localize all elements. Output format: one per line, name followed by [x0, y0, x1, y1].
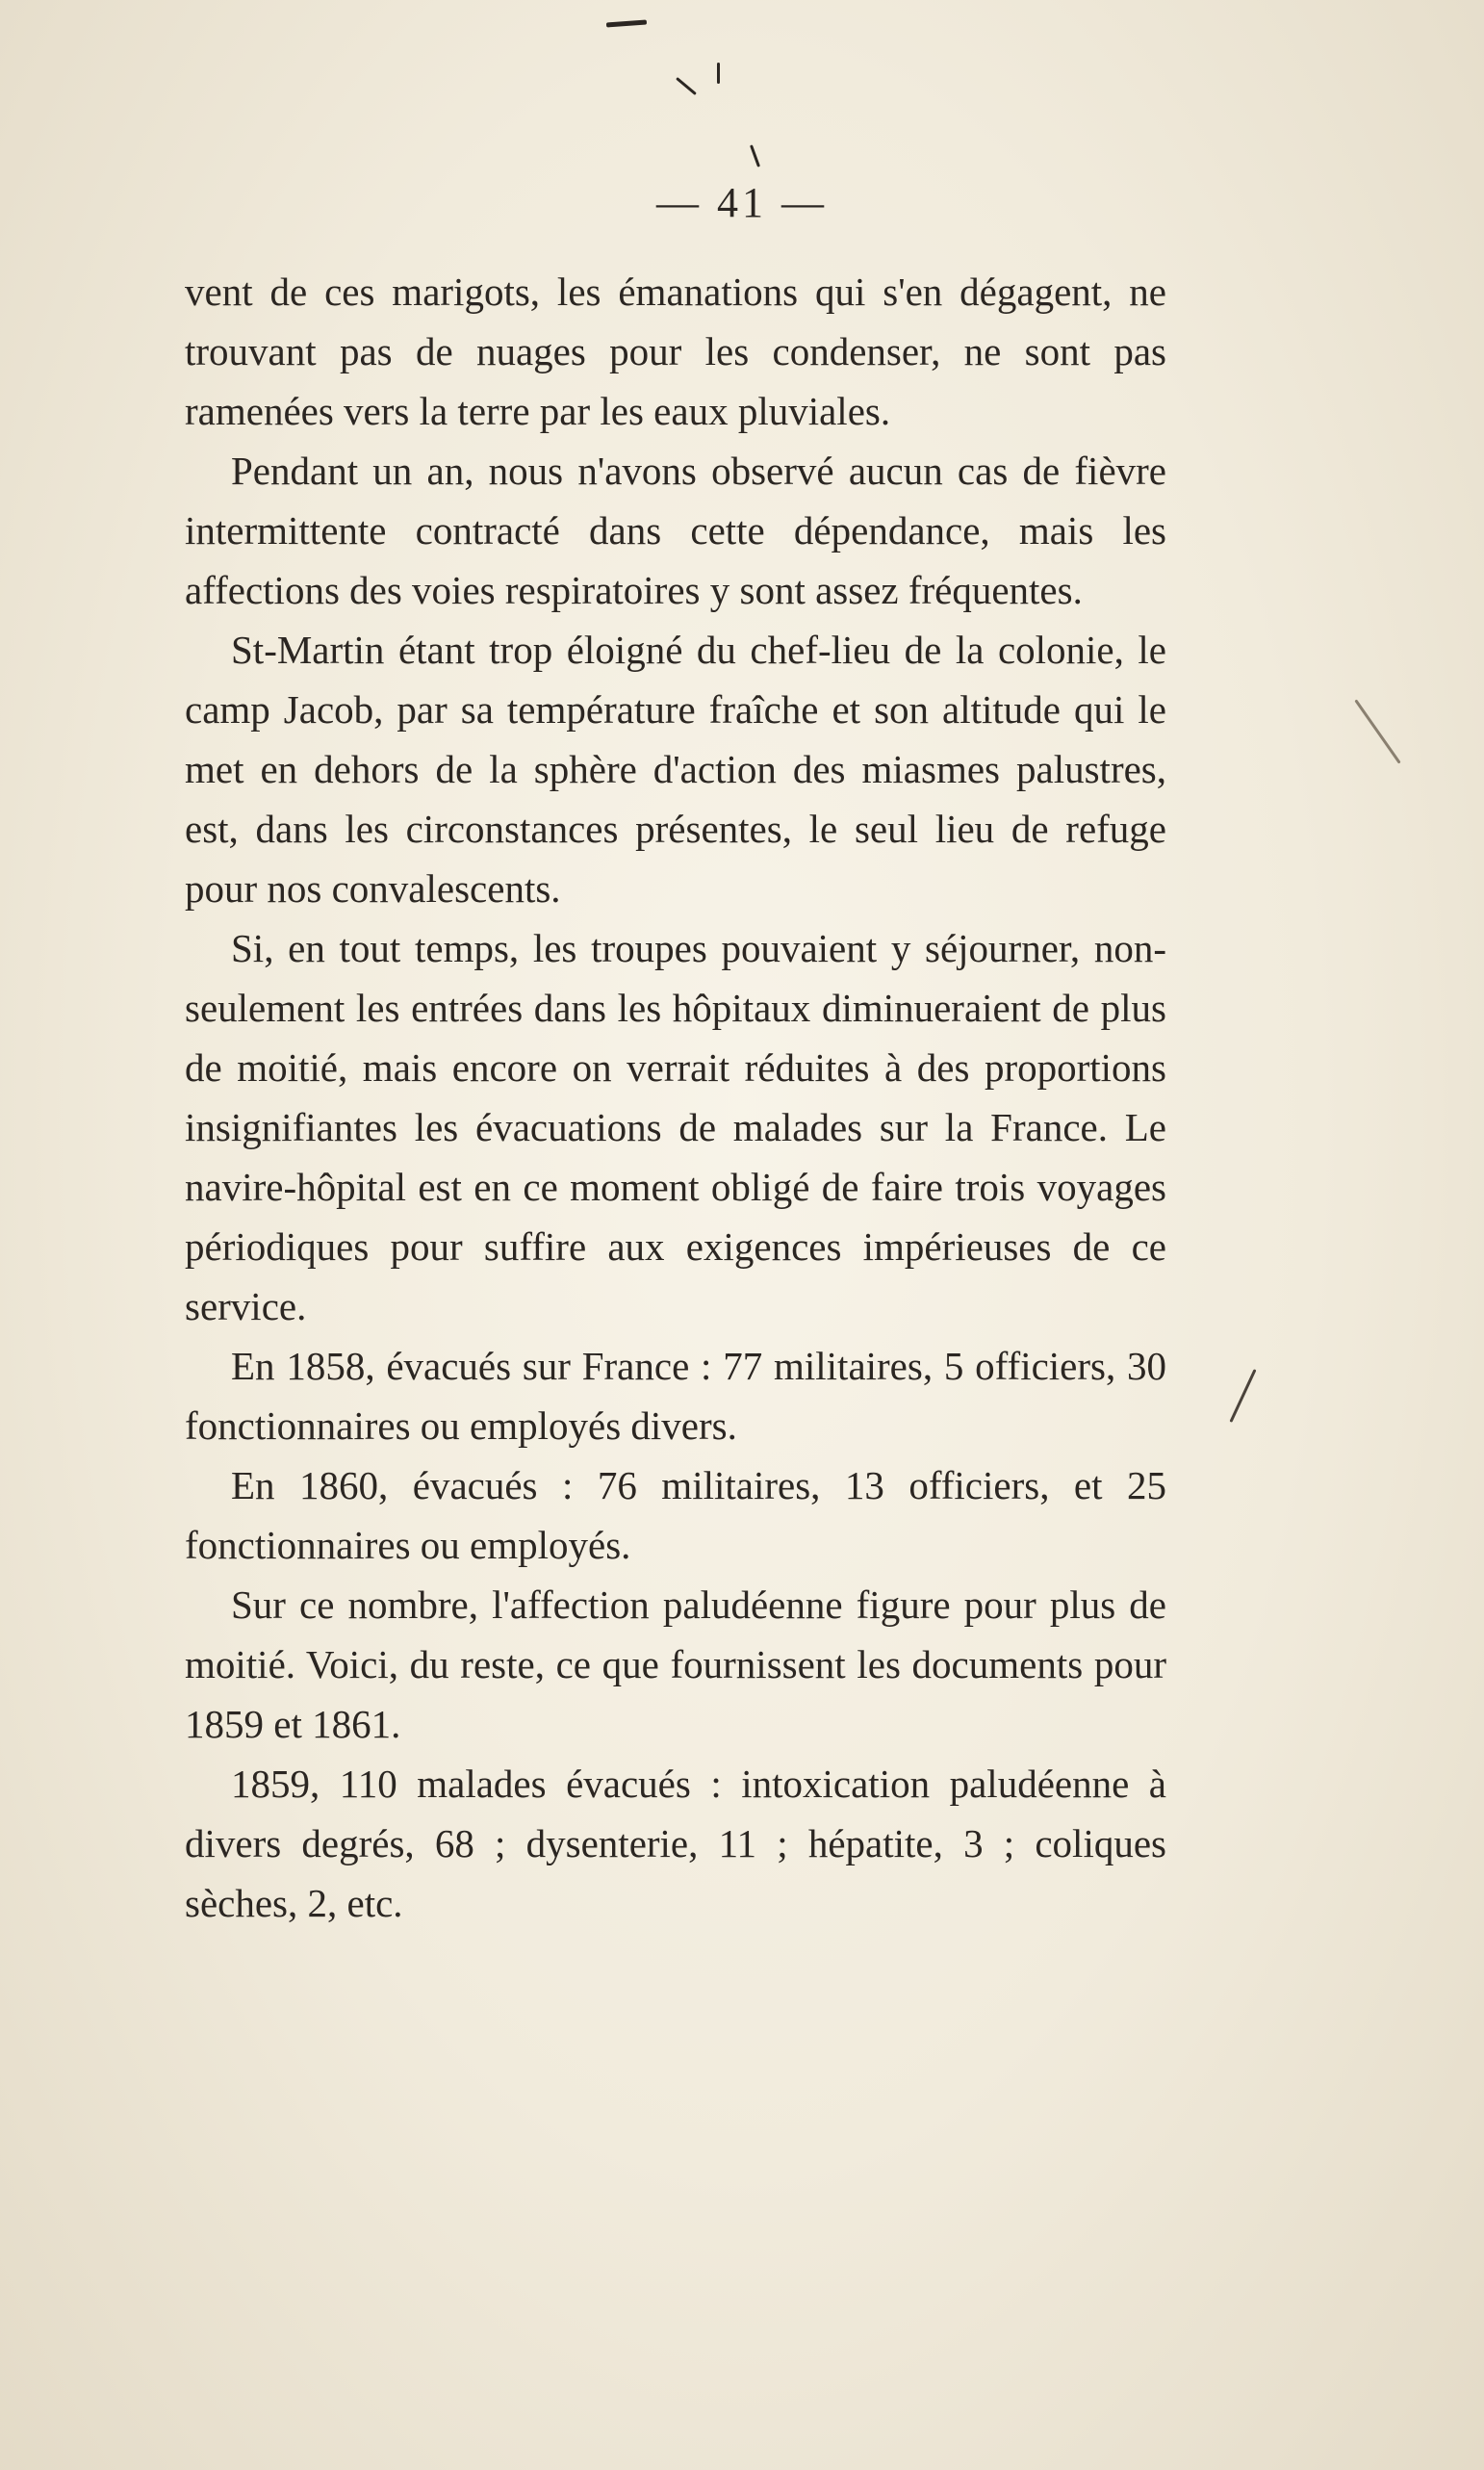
- paragraph: Si, en tout temps, les troupes pouvaient y séjourner, non-seulement les entrées dans les hôpitaux diminueraient de plus de moitié, mais encore on verrait réduites à des proportions insignifiantes les évacuations de malades sur la France. Le navire-hôpital est en ce moment obligé de faire trois voyages périodiques pour suffire aux exigences impérieuses de ce service.: [185, 926, 1166, 1328]
- ink-mark: [606, 20, 647, 28]
- paragraph: En 1858, évacués sur France : 77 militaires, 5 officiers, 30 fonctionnaires ou employés divers.: [185, 1344, 1166, 1448]
- paragraph: 1859, 110 malades évacués : intoxication paludéenne à divers degrés, 68 ; dysenterie, 11 ; hépatite, 3 ; coliques sèches, 2, etc.: [185, 1762, 1166, 1925]
- paragraph: En 1860, évacués : 76 militaires, 13 officiers, et 25 fonctionnaires ou employés.: [185, 1463, 1166, 1567]
- ink-mark: [717, 63, 720, 84]
- ink-mark: [750, 144, 760, 167]
- ink-mark: [1229, 1369, 1256, 1423]
- paragraph: Sur ce nombre, l'affection paludéenne figure pour plus de moitié. Voici, du reste, ce que fournissent les documents pour 1859 et 1861.: [185, 1582, 1166, 1746]
- paragraph: St-Martin étant trop éloigné du chef-lieu de la colonie, le camp Jacob, par sa température fraîche et son altitude qui le met en dehors de la sphère d'action des miasmes palustres, est, dans les circonstances présentes, le seul lieu de refuge pour nos convalescents.: [185, 628, 1166, 911]
- page-number: — 41 —: [656, 179, 828, 226]
- paragraph: vent de ces marigots, les émanations qui s'en dégagent, ne trouvant pas de nuages pour les condenser, ne sont pas ramenées vers la terre par les eaux pluviales.: [185, 270, 1166, 433]
- ink-mark: [1354, 699, 1400, 763]
- paragraph: Pendant un an, nous n'avons observé aucun cas de fièvre intermittente contracté dans cette dépendance, mais les affections des voies respiratoires y sont assez fréquentes.: [185, 449, 1166, 612]
- body-text: [185, 262, 1166, 1933]
- ink-mark: [676, 77, 697, 95]
